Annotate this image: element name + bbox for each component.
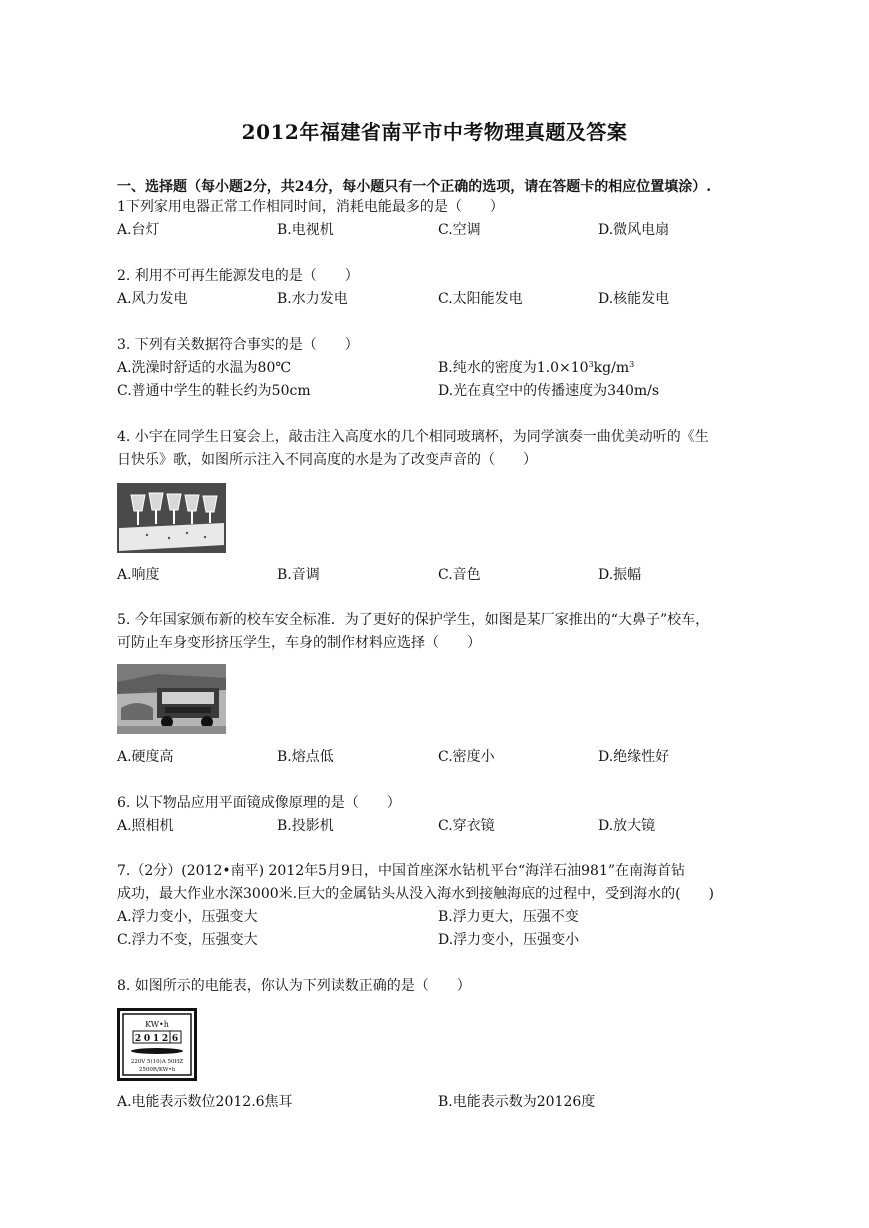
question-5-option-c: C.密度小 xyxy=(438,749,495,765)
question-1-option-c: C.空调 xyxy=(438,222,481,238)
meter-digit-4: 2 xyxy=(161,1034,169,1044)
question-8-option-b: B.电能表示数为20126度 xyxy=(438,1094,596,1110)
question-8-stem: 8. 如图所示的电能表，你认为下列读数正确的是（ ） xyxy=(117,978,471,994)
question-6-stem: 6. 以下物品应用平面镜成像原理的是（ ） xyxy=(117,795,401,811)
question-4-option-d: D.振幅 xyxy=(598,567,642,583)
question-1-stem: 1下列家用电器正常工作相同时间，消耗电能最多的是（ ） xyxy=(117,199,504,215)
meter-digit-1: 2 xyxy=(134,1034,142,1044)
question-7-option-c: C.浮力不变，压强变大 xyxy=(117,932,258,948)
question-6-option-c: C.穿衣镜 xyxy=(438,818,495,834)
question-1-option-b: B.电视机 xyxy=(277,222,334,238)
question-2-option-c: C.太阳能发电 xyxy=(438,291,523,307)
question-6-option-a: A.照相机 xyxy=(117,818,174,834)
exponent: 3 xyxy=(629,360,635,369)
exponent: 3 xyxy=(588,360,594,369)
option-b-unit: kg/m xyxy=(593,360,630,376)
question-5-option-b: B.熔点低 xyxy=(277,749,334,765)
meter-digit-5: 6 xyxy=(171,1034,179,1044)
school-bus-photo xyxy=(117,664,226,734)
question-5-stem-line-2: 可防止车身变形挤压学生，车身的制作材料应选择（ ） xyxy=(117,635,481,651)
meter-digit-3: 1 xyxy=(152,1034,160,1044)
question-2-stem: 2. 利用不可再生能源发电的是（ ） xyxy=(117,268,359,284)
question-1-option-a: A.台灯 xyxy=(117,222,160,238)
question-4-stem-line-1: 4. 小宇在同学生日宴会上，敲击注入高度水的几个相同玻璃杯，为同学演奏一曲优美动听的《生 xyxy=(117,429,709,445)
question-4-option-c: C.音色 xyxy=(438,567,481,583)
question-8-option-a: A.电能表示数位2012.6焦耳 xyxy=(117,1094,293,1110)
question-7-option-b: B.浮力更大，压强不变 xyxy=(438,909,579,925)
question-3-option-a: A.洗澡时舒适的水温为80℃ xyxy=(117,360,292,376)
meter-spec: 220V 5(10)A 50HZ xyxy=(130,1059,184,1065)
question-4-option-a: A.响度 xyxy=(117,567,160,583)
meter-unit: KW•h xyxy=(145,1020,169,1029)
question-3-option-c: C.普通中学生的鞋长约为50cm xyxy=(117,383,311,399)
question-3-option-d: D.光在真空中的传播速度为340m/s xyxy=(438,383,660,399)
question-7-stem-line-1: 7.（2分）(2012•南平) 2012年5月9日，中国首座深水钻机平台“海洋石油981”在南海首钻 xyxy=(117,863,686,879)
section-heading: 一、选择题（每小题2分，共24分，每小题只有一个正确的选项，请在答题卡的相应位置填涂）. xyxy=(117,179,712,195)
question-7-option-a: A.浮力变小，压强变大 xyxy=(117,909,258,925)
question-4-stem-line-2: 日快乐》歌，如图所示注入不同高度的水是为了改变声音的（ ） xyxy=(117,452,537,468)
option-b-text: B.纯水的密度为1.0×10 xyxy=(438,360,589,376)
question-6-option-b: B.投影机 xyxy=(277,818,334,834)
question-2-option-d: D.核能发电 xyxy=(598,291,670,307)
question-4-option-b: B.音调 xyxy=(277,567,320,583)
question-3-option-b xyxy=(438,359,634,377)
meter-digit-2: 0 xyxy=(143,1034,151,1044)
question-6-option-d: D.放大镜 xyxy=(598,818,656,834)
energy-meter-figure xyxy=(117,1008,197,1081)
question-5-stem-line-1: 5. 今年国家颁布新的校车安全标准．为了更好的保护学生，如图是某厂家推出的“大鼻子”校车， xyxy=(117,612,710,628)
question-5-option-d: D.绝缘性好 xyxy=(598,749,670,765)
question-7-stem-line-2: 成功，最大作业水深3000米.巨大的金属钻头从没入海水到接触海底的过程中，受到海水的( ) xyxy=(117,886,715,902)
meter-rate: 2500R/KW•h xyxy=(138,1067,176,1073)
question-3-stem: 3. 下列有关数据符合事实的是（ ） xyxy=(117,337,359,353)
question-1-option-d: D.微风电扇 xyxy=(598,222,670,238)
question-2-option-a: A.风力发电 xyxy=(117,291,188,307)
glasses-photo xyxy=(117,483,226,553)
question-2-option-b: B.水力发电 xyxy=(277,291,348,307)
question-5-option-a: A.硬度高 xyxy=(117,749,174,765)
page-title: 2012年福建省南平市中考物理真题及答案 xyxy=(241,120,628,144)
question-7-option-d: D.浮力变小，压强变小 xyxy=(438,932,580,948)
